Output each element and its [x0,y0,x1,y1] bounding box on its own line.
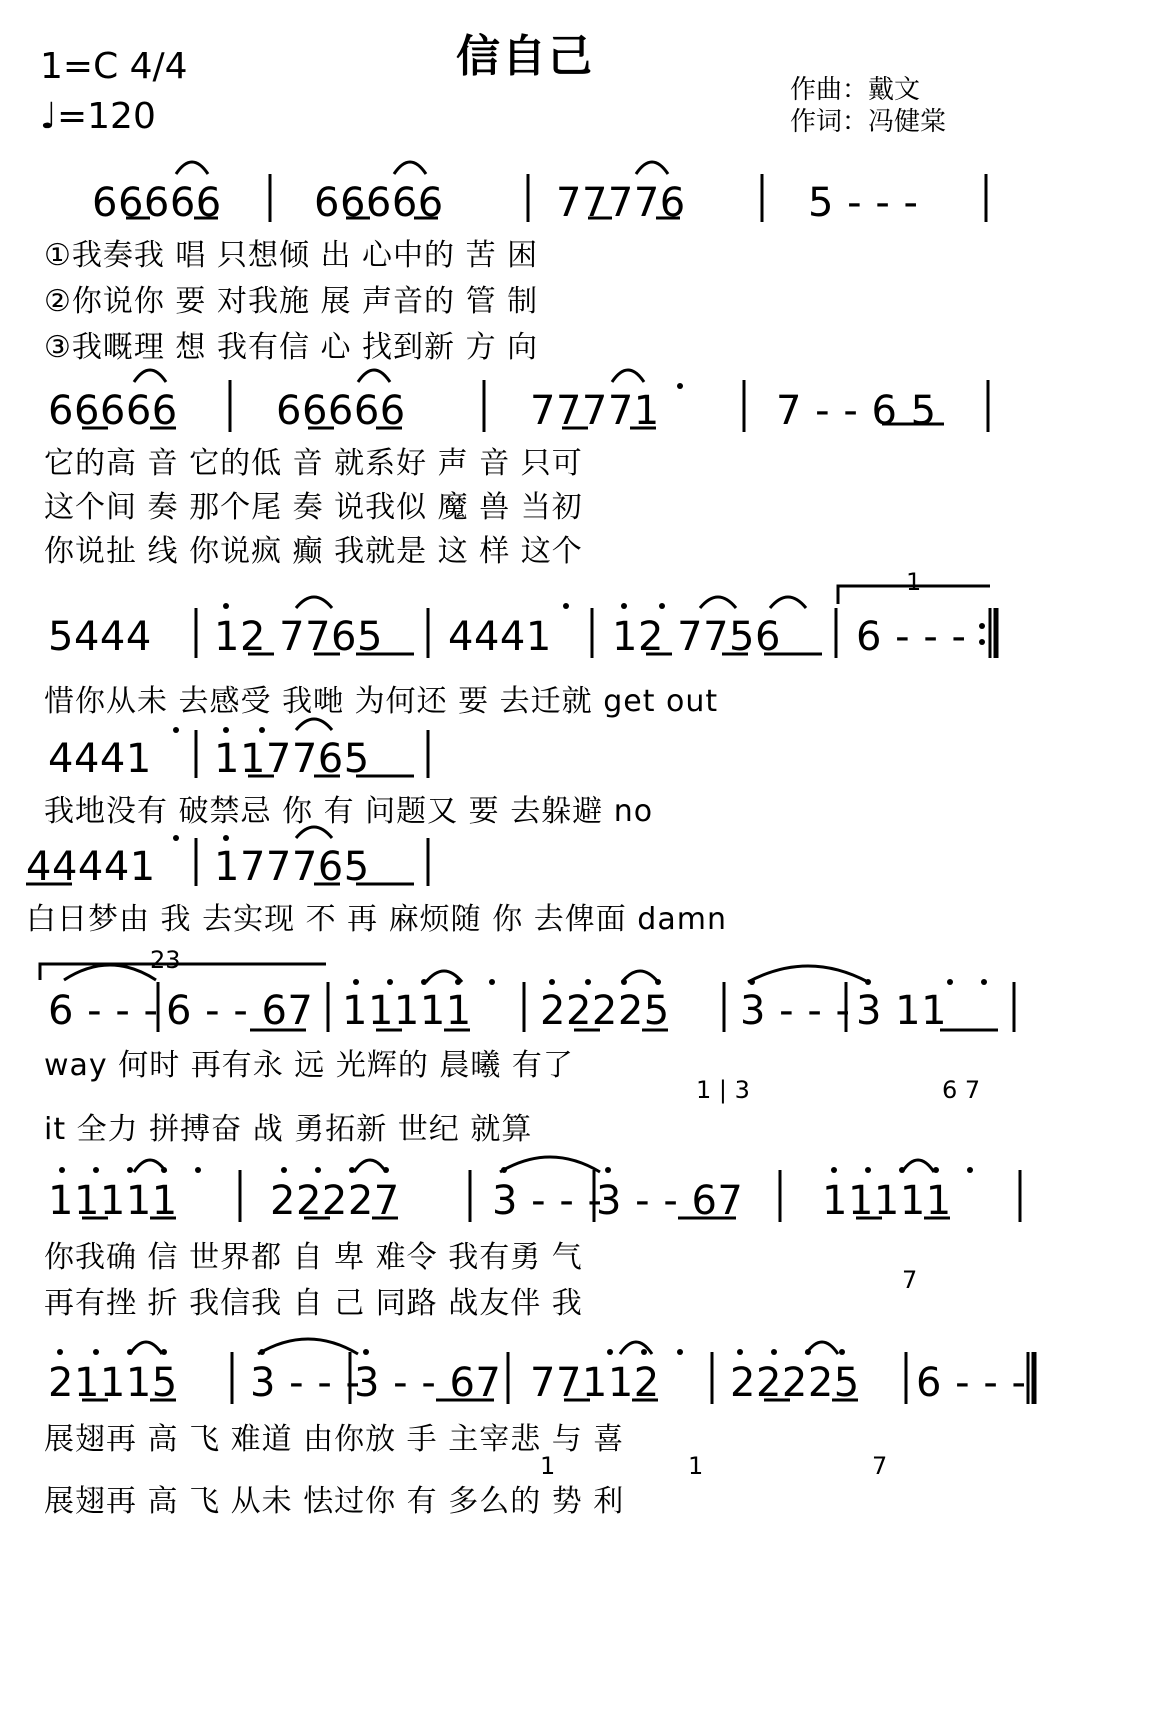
measure-note: 12 7765 [214,614,383,660]
measure-note: 12 7756 [612,614,781,660]
measure-note: 7 - - 6 5 [776,388,937,434]
measure-note: 11111 [342,988,472,1034]
small-note: 6 7 [942,1076,981,1104]
measure-note: 6 - - - [916,1360,1027,1406]
small-note: 1 [688,1452,704,1480]
measure-note: 3 - - - [492,1178,603,1224]
measure-note: 11111 [48,1178,178,1224]
song-title: 信自己 [456,31,594,82]
lyric-line: 再有挫 折 我信我 自 己 同路 战友伴 我 [44,1286,583,1321]
measure-note: 5 - - - [808,180,919,226]
measure-note: 117765 [214,736,370,782]
lyric-line: ③我嘅理 想 我有信 心 找到新 方 向 [44,330,539,365]
measure-note: 3 - - - [740,988,851,1034]
lyric-line: 白日梦由 我 去实现 不 再 麻烦随 你 去俾面 damn [26,902,727,937]
measure-note: 66666 [48,388,178,434]
lyric-line: 展翅再 高 飞 从未 怯过你 有 多么的 势 利 [44,1484,625,1519]
measure-note: 6 - - 67 [166,988,314,1034]
measure-note: 22227 [270,1178,400,1224]
lyric-line: 惜你从未 去感受 我哋 为何还 要 去迁就 get out [44,684,719,719]
lyric-line: ①我奏我 唱 只想倾 出 心中的 苦 困 [44,238,539,273]
measure-note: 77771 [530,388,660,434]
measure-note: 4441 [48,736,152,782]
lyric-line: 它的高 音 它的低 音 就系好 声 音 只可 [44,446,583,481]
key-signature: 1=C 4/4 [40,46,188,87]
measure-note: 3 - - 67 [596,1178,744,1224]
measure-note: 21115 [48,1360,178,1406]
lyric-line: it 全力 拼搏奋 战 勇拓新 世纪 就算 [44,1112,533,1147]
measure-note: 6 - - - [48,988,159,1034]
lyric-line: 你我确 信 世界都 自 卑 难令 我有勇 气 [44,1240,583,1275]
measure-note: 66666 [314,180,444,226]
composer-credit: 作曲：戴文 [790,75,921,105]
lyric-line: 这个间 奏 那个尾 奏 说我似 魔 兽 当初 [44,490,583,525]
measure-note: 22225 [540,988,670,1034]
measure-note: 77112 [530,1360,660,1406]
measure-note: 4441 [448,614,552,660]
measure-note: 44441 [26,844,156,890]
measure-note: 66666 [276,388,406,434]
ending-label: 23 [150,946,181,974]
lyric-line: 展翅再 高 飞 难道 由你放 手 主宰悲 与 喜 [44,1422,625,1457]
measure-note: 177765 [214,844,370,890]
measure-note: 5444 [48,614,152,660]
lyric-line: 我地没有 破禁忌 你 有 问题又 要 去躲避 no [44,794,654,829]
small-note: 7 [902,1266,918,1294]
lyric-line: way 何时 再有永 远 光辉的 晨曦 有了 [44,1048,574,1083]
lyric-line: 你说扯 线 你说疯 癫 我就是 这 样 这个 [44,534,583,569]
measure-note: 3 - - 67 [354,1360,502,1406]
small-note: 1 | 3 [696,1076,750,1104]
ending-label: 1 [906,568,922,596]
measure-note: 22225 [730,1360,860,1406]
measure-note: 3 - - - [250,1360,361,1406]
small-note: 1 [540,1452,556,1480]
small-note: 7 [872,1452,888,1480]
lyricist-credit: 作词：冯健棠 [790,107,947,137]
measure-note: 6 - - - [856,614,967,660]
measure-note: 66666 [92,180,222,226]
measure-note: 3 11 [856,988,948,1034]
tempo-marking: ♩=120 [40,96,156,137]
measure-note: 11111 [822,1178,952,1224]
lyric-line: ②你说你 要 对我施 展 声音的 管 制 [44,284,539,319]
measure-note: 77776 [556,180,686,226]
